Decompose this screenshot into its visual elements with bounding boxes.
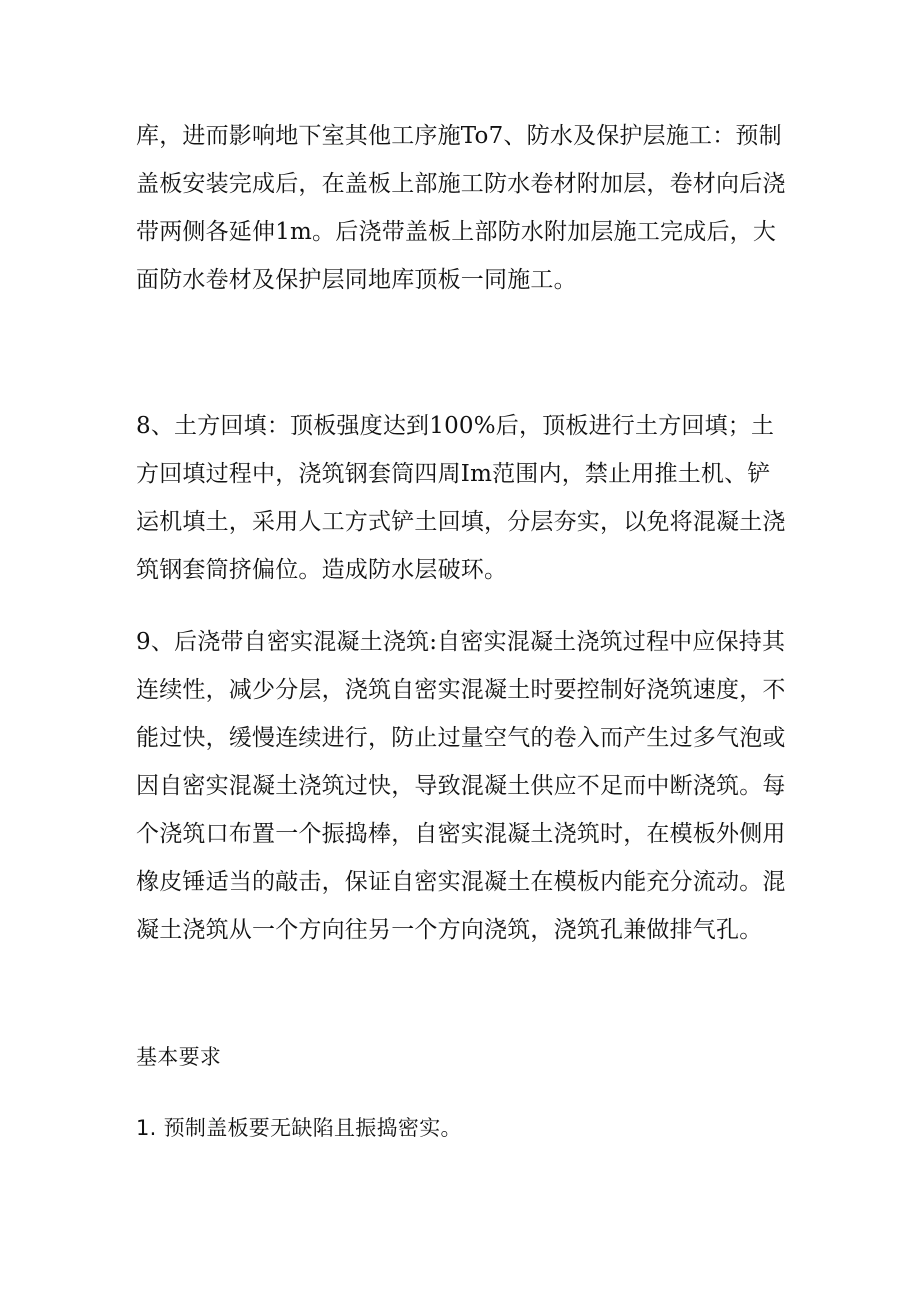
- section-heading: 基本要求: [136, 1045, 222, 1069]
- requirement-item: 1. 预制盖板要无缺陷且振捣密实。: [136, 1116, 462, 1140]
- paragraph-waterproofing: 库，进而影响地下室其他工序施To7、防水及保护层施工：预制盖板安装完成后，在盖板上部施工防水卷材附加层，卷材向后浇带两侧各延伸1m。后浇带盖板上部防水附加层施工完成后，大面防水卷材及保护层同地库顶板一同施工。: [136, 123, 786, 293]
- paragraph-earth-backfill: 8、土方回填：顶板强度达到100%后，顶板进行土方回填；土方回填过程中，浇筑钢套筒四周Im范围内，禁止用推土机、铲运机填土，采用人工方式铲土回填，分层夯实，以免将混凝土浇筑钢套筒挤偏位。造成防水层破环。: [136, 413, 786, 583]
- paragraph-concrete-pouring: 9、后浇带自密实混凝土浇筑:自密实混凝土浇筑过程中应保持其连续性，减少分层，浇筑自密实混凝土时要控制好浇筑速度，不能过快，缓慢连续进行，防止过量空气的卷入而产生过多气泡或因自密实混凝土浇筑过快，导致混凝土供应不足而中断浇筑。每个浇筑口布置一个振捣棒，自密实混凝土浇筑时，在模板外侧用橡皮锤适当的敲击，保证自密实混凝土在模板内能充分流动。混凝土浇筑从一个方向往另一个方向浇筑，浇筑孔兼做排气孔。: [136, 629, 786, 943]
